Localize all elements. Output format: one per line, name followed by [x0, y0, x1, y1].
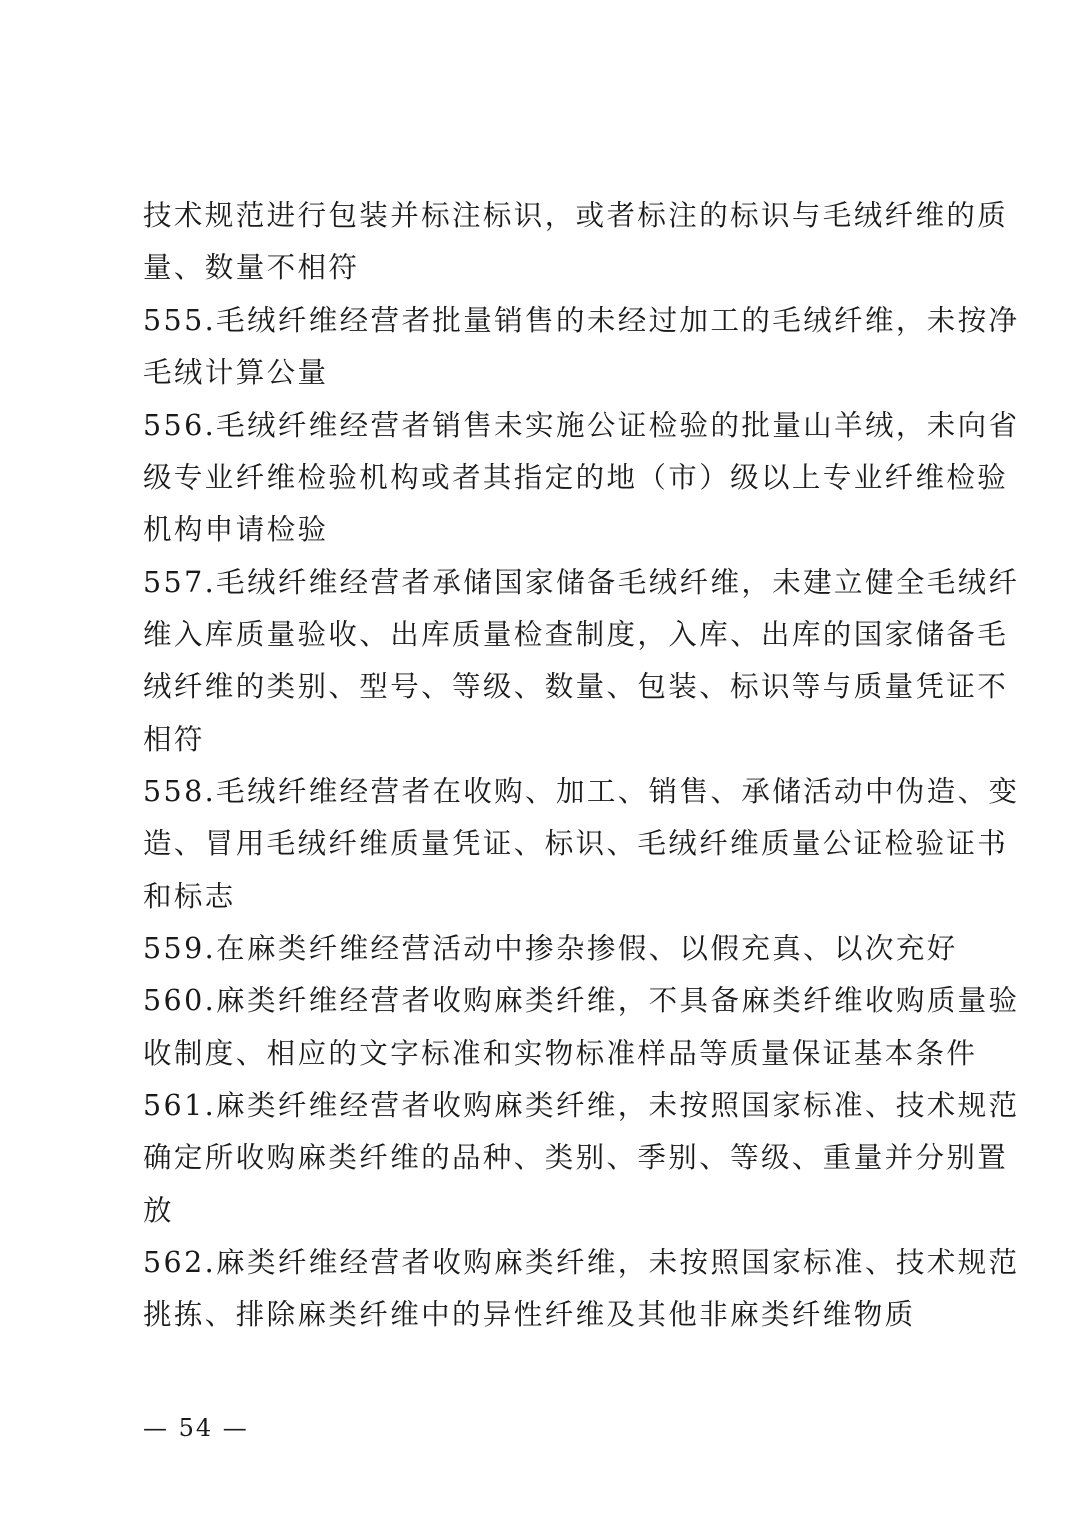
- text-line: 技术规范进行包装并标注标识，或者标注的标识与毛绒纤维的质: [143, 199, 1009, 232]
- text-line: 562.麻类纤维经营者收购麻类纤维，未按照国家标准、技术规范: [143, 1246, 1020, 1279]
- text-line: 559.在麻类纤维经营活动中掺杂掺假、以假充真、以次充好: [143, 932, 958, 965]
- text-line: 561.麻类纤维经营者收购麻类纤维，未按照国家标准、技术规范: [143, 1089, 1020, 1122]
- text-line: 挑拣、排除麻类纤维中的异性纤维及其他非麻类纤维物质: [143, 1298, 916, 1331]
- text-line: 确定所收购麻类纤维的品种、类别、季别、等级、重量并分别置: [143, 1141, 1009, 1174]
- text-line: 维入库质量验收、出库质量检查制度，入库、出库的国家储备毛: [143, 618, 1009, 651]
- text-line: 和标志: [143, 880, 236, 913]
- text-line: 绒纤维的类别、型号、等级、数量、包装、标识等与质量凭证不: [143, 670, 1009, 703]
- text-line: 560.麻类纤维经营者收购麻类纤维，不具备麻类纤维收购质量验: [143, 984, 1020, 1017]
- text-line: 相符: [143, 723, 205, 756]
- text-line: 级专业纤维检验机构或者其指定的地（市）级以上专业纤维检验: [143, 461, 1009, 494]
- text-line: 557.毛绒纤维经营者承储国家储备毛绒纤维，未建立健全毛绒纤: [143, 566, 1020, 599]
- text-line: 量、数量不相符: [143, 251, 360, 284]
- text-line: 放: [143, 1194, 174, 1227]
- text-line: 机构申请检验: [143, 513, 329, 546]
- page-number: — 54 —: [143, 1414, 249, 1442]
- text-line: 造、冒用毛绒纤维质量凭证、标识、毛绒纤维质量公证检验证书: [143, 827, 1009, 860]
- text-line: 毛绒计算公量: [143, 356, 329, 389]
- text-line: 555.毛绒纤维经营者批量销售的未经过加工的毛绒纤维，未按净: [143, 304, 1020, 337]
- text-line: 556.毛绒纤维经营者销售未实施公证检验的批量山羊绒，未向省: [143, 409, 1020, 442]
- text-line: 收制度、相应的文字标准和实物标准样品等质量保证基本条件: [143, 1037, 978, 1070]
- text-line: 558.毛绒纤维经营者在收购、加工、销售、承储活动中伪造、变: [143, 775, 1020, 808]
